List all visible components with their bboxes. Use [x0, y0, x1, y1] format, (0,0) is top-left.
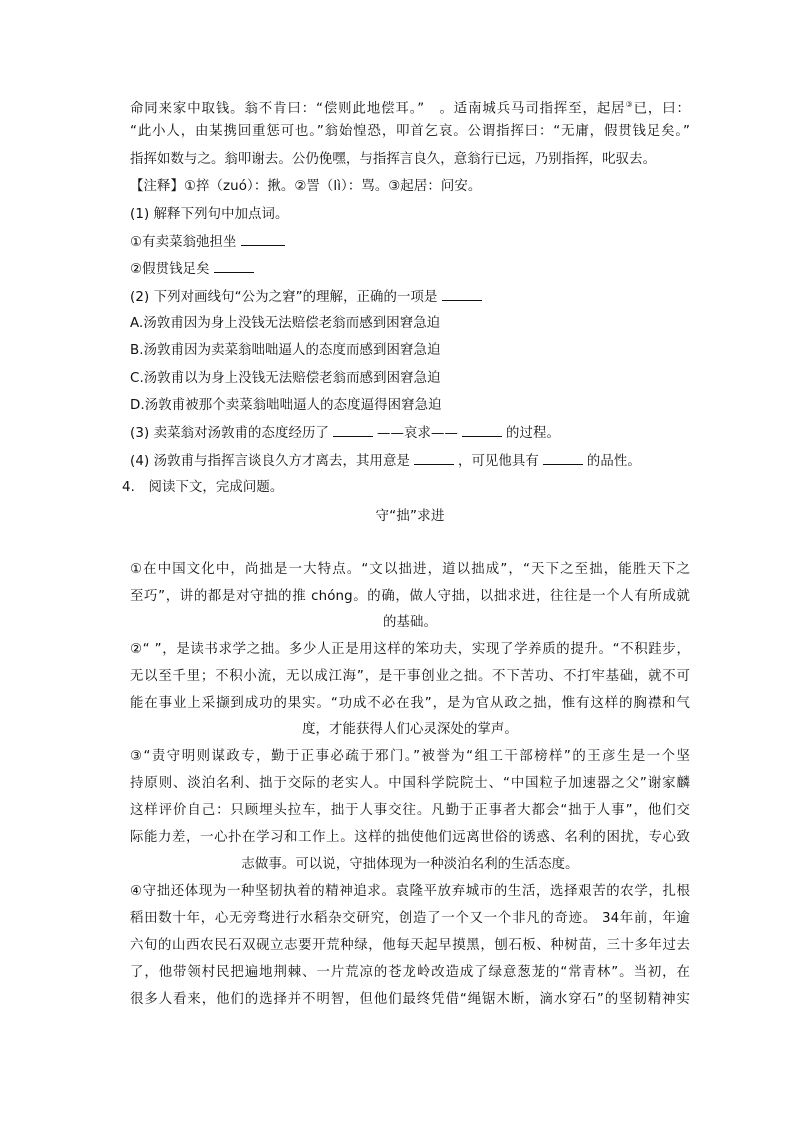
essay-p1-line1: ①在中国文化中，尚拙是一大特点。“文以拙进，道以拙成”，“天下之至拙，能胜天下之 [130, 562, 690, 577]
option-a: A.汤敦甫因为身上没钱无法赔偿老翁而感到困窘急迫 [130, 316, 441, 331]
answer-blank[interactable] [333, 423, 373, 437]
essay-p3-line5: 志做事。可以说，守拙体现为一种淡泊名利的生活态度。 [241, 857, 579, 872]
essay-p3-line3: 这样评价自己：只顾埋头拉车，拙于人事交往。凡勤于正事者大都会“拙于人事”，他们交 [130, 803, 690, 818]
passage-line-1 [130, 95, 690, 119]
essay-p4-line5: 很多人看来，他们的选择并不明智，但他们最终凭借“绳锯木断，滴水穿石”的坚韧精神实 [130, 992, 690, 1007]
answer-blank[interactable] [241, 232, 285, 246]
question-2 [130, 287, 690, 308]
answer-blank[interactable] [442, 287, 482, 301]
option-c: C.汤敦甫以为身上没钱无法赔偿老翁而感到困窘急迫 [130, 371, 441, 386]
essay-p4-line1: ④守拙还体现为一种坚韧执着的精神追求。袁隆平放弃城市的生活，选择艰苦的农学，扎根 [130, 884, 690, 899]
essay-title: 守“拙”求进 [375, 508, 445, 524]
essay-p2-line3: 能在事业上采撷到成功的果实。“功成不必在我”，是为官从政之拙，惟有这样的胸襟和气 [130, 696, 690, 711]
footnote-marker: ③ [625, 100, 634, 109]
answer-blank[interactable] [543, 451, 583, 465]
question-4-post: 的品性。 [586, 454, 641, 469]
option-b: B.汤敦甫因为卖菜翁咄咄逼人的态度而感到困窘急迫 [130, 343, 441, 358]
question-1a-text: ①有卖菜翁弛担坐 [130, 235, 237, 250]
essay-p1-line3: 的基础。 [383, 615, 437, 630]
question-4-pre: (4) 汤敦甫与指挥言谈良久方才离去，其用意是 [130, 454, 410, 469]
question-4 [130, 451, 690, 472]
essay-p4-line4: 了，他带领村民把遍地荆棘、一片荒凉的苍龙岭改造成了绿意葱茏的“常青林”。当初，在 [130, 965, 690, 980]
section-4-heading: 4. 阅读下文，完成问题。 [122, 480, 284, 495]
essay-p2-line1: ②“ ”，是读书求学之拙。多少人正是用这样的笨功夫，实现了学养质的提升。“不积跬步， [130, 642, 690, 657]
essay-p2-line4: 度，才能获得人们心灵深处的掌声。 [302, 722, 518, 737]
passage-line-1-text: 命同来家中取钱。翁不肯曰：“偿则此地偿耳。” 。适南城兵马司指挥至，起居 [130, 101, 626, 117]
question-2-text: (2) 下列对画线句“公为之窘”的理解，正确的一项是 [130, 290, 438, 305]
question-1b [130, 259, 690, 280]
essay-p3-line4: 际能力差，一心扑在学习和工作上。这样的拙使他们远离世俗的诱惑、名利的困扰，专心致 [130, 830, 690, 845]
question-1b-text: ②假贯钱足矣 [130, 262, 210, 277]
question-4-mid: ，可见他具有 [457, 454, 539, 469]
essay-p4-line3: 六旬的山西农民石双砚立志要开荒种绿，他每天起早摸黑，刨石板、种树苗，三十多年过去 [130, 938, 690, 953]
option-d: D.汤敦甫被那个卖菜翁咄咄逼人的态度逼得困窘急迫 [130, 398, 442, 413]
question-3-pre: (3) 卖菜翁对汤敦甫的态度经历了 [130, 426, 330, 441]
answer-blank[interactable] [414, 451, 454, 465]
annotation-note: 【注释】①捽（zuó）：揪。②詈（lì）：骂。③起居：问安。 [130, 179, 482, 194]
question-3-post: 的过程。 [505, 426, 560, 441]
passage-line-1-end: 已，曰： [633, 101, 690, 117]
essay-p3-line1: ③“责守明则谋政专，勤于正事必疏于邪门。”被誉为“组工干部榜样”的王彦生是一个坚 [130, 749, 690, 764]
question-3-mid: ——哀求—— [377, 426, 458, 441]
essay-p2-line2: 无以至千里；不积小流，无以成江海”，是干事创业之拙。不下苦功、不打牢基础，就不可 [130, 669, 690, 684]
essay-p3-line2: 持原则、淡泊名利、拙于交际的老实人。中国科学院院士、“中国粒子加速器之父”谢家麟 [130, 776, 690, 791]
answer-blank[interactable] [462, 423, 502, 437]
question-3 [130, 423, 690, 444]
question-1a [130, 232, 690, 253]
passage-line-3: 指挥如数与之。翁叩谢去。公仍俛嘿，与指挥言良久，意翁行已远，乃别指挥，叱驭去。 [130, 152, 657, 167]
essay-p4-line2: 稻田数十年，心无旁骛进行水稻杂交研究，创造了一个又一个非凡的奇迹。 34年前，年逾 [130, 911, 690, 926]
passage-line-2: “此小人，由某携回重惩可也。”翁始惶恐，叩首乞哀。公谓指挥曰：“无庸，假贯钱足矣。” [130, 124, 690, 139]
essay-p1-line2: 至巧”，讲的都是对守拙的推 chóng。的确，做人守拙，以拙求进，往往是一个人有所成就 [130, 589, 690, 604]
answer-blank[interactable] [214, 259, 254, 273]
question-1: (1) 解释下列句中加点词。 [130, 207, 289, 222]
